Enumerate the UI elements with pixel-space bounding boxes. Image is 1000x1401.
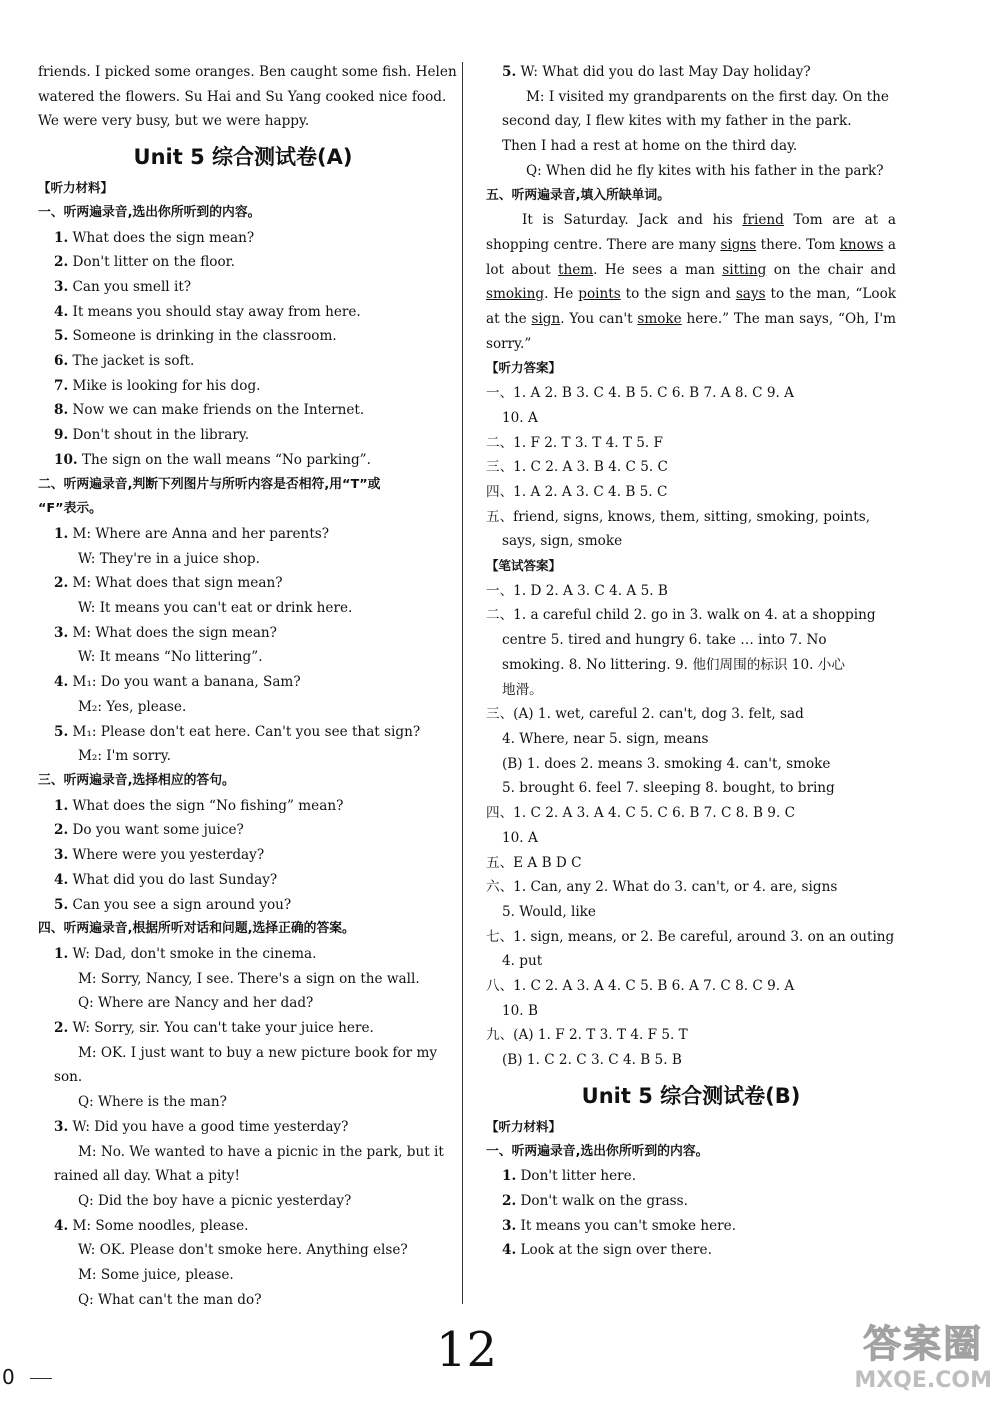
dialogue-line (38, 1016, 448, 1041)
watermark-logo (854, 1313, 992, 1393)
dialogue-text: W: Did you have a good time yesterday? (72, 1118, 349, 1135)
section-1-item (38, 275, 448, 300)
dialogue-line: rained all day. What a pity! (54, 1168, 240, 1185)
answer-word: smoking (486, 286, 545, 303)
section-1-item (38, 349, 448, 374)
passage-text: a lot about (486, 236, 896, 278)
item-text: What did you do last Sunday? (72, 871, 278, 888)
unit-b-section-1-item (486, 1189, 896, 1214)
answer-line: 10. A (502, 409, 538, 426)
answer-word: says (735, 286, 766, 303)
dialogue-line: Q: When did he fly kites with his father in the park? (526, 162, 884, 179)
written-answers-label: 【笔试答案】 (486, 558, 562, 574)
section-2-heading: 二、听两遍录音,判断下列图片与所听内容是否相符,用“T”或 (38, 476, 381, 492)
answer-word: them (558, 261, 594, 278)
right-column (486, 60, 896, 1263)
dialogue-line: Then I had a rest at home on the third day. (502, 138, 798, 155)
item-text: Don't litter here. (520, 1168, 637, 1185)
item-number: 1. (502, 1168, 517, 1185)
answer-word: smoke (637, 311, 682, 328)
section-3-item (38, 893, 448, 918)
answer-line: (B) 1. does 2. means 3. smoking 4. can't, smoke (502, 755, 831, 772)
item-text: What does the sign mean? (72, 229, 255, 246)
item-number: 4. (54, 674, 69, 691)
answer-line: 八、1. C 2. A 3. A 4. C 5. B 6. A 7. C 8. C 9. A (486, 978, 795, 995)
handwritten-page-number: 12 (436, 1322, 498, 1378)
answer-line: 一、1. A 2. B 3. C 4. B 5. C 6. B 7. A 8. C 9. A (486, 385, 794, 402)
item-text: Can you see a sign around you? (72, 896, 292, 913)
unit-b-section-1-heading: 一、听两遍录音,选出你所听到的内容。 (486, 1143, 709, 1159)
dialogue-line (486, 60, 896, 85)
answer-line: 四、1. A 2. A 3. C 4. B 5. C (486, 483, 668, 500)
section-1-item (38, 226, 448, 251)
intro-line: watered the flowers. Su Hai and Su Yang cooked nice food. (38, 88, 447, 105)
answer-line: 5. Would, like (502, 903, 596, 920)
section-1-item (38, 448, 448, 473)
intro-line: We were very busy, but we were happy. (38, 113, 310, 130)
dialogue-line (38, 522, 448, 547)
item-text: Don't walk on the grass. (520, 1192, 688, 1209)
section-1-heading: 一、听两遍录音,选出你所听到的内容。 (38, 204, 261, 220)
item-text: Where were you yesterday? (72, 847, 265, 864)
section-3-heading: 三、听两遍录音,选择相应的答句。 (38, 772, 235, 788)
item-number: 5. (54, 896, 69, 913)
section-4-heading: 四、听两遍录音,根据所听对话和问题,选择正确的答案。 (38, 921, 355, 937)
answer-line: 二、1. F 2. T 3. T 4. T 5. F (486, 434, 663, 451)
dialogue-text: M: What does that sign mean? (72, 575, 283, 592)
answer-line: 10. A (502, 829, 538, 846)
answer-line: 三、1. C 2. A 3. B 4. C 5. C (486, 459, 668, 476)
passage-text: to the sign and (620, 286, 736, 303)
section-2-list (38, 522, 448, 769)
answer-word: sign (531, 311, 561, 328)
passage-text: to the man, “Look at the (486, 286, 896, 328)
footer-dash (30, 1378, 52, 1379)
dialogue-line: W: It means you can't eat or drink here. (78, 600, 353, 617)
intro-line: friends. I picked some oranges. Ben caught some fish. Helen (38, 64, 457, 80)
answer-line: 五、E A B D C (486, 854, 582, 871)
item-text: It means you can't smoke here. (520, 1217, 737, 1234)
dialogue-line: W: OK. Please don't smoke here. Anything else? (78, 1242, 408, 1259)
listening-answers-label: 【听力答案】 (486, 360, 562, 376)
item-text: Can you smell it? (72, 278, 192, 295)
item-number: 3. (54, 278, 69, 295)
dialogue-line (38, 1115, 448, 1140)
dialogue-line: son. (54, 1069, 83, 1086)
section-1-list (38, 226, 448, 473)
left-column (38, 60, 457, 1312)
item-text: The jacket is soft. (72, 353, 195, 370)
item-number: 2. (54, 254, 69, 271)
listening-material-label-b: 【听力材料】 (486, 1118, 562, 1134)
unit-b-section-1-item (486, 1214, 896, 1239)
item-number: 2. (54, 822, 69, 839)
dialogue-text: M: What does the sign mean? (72, 624, 277, 641)
answer-word: signs (720, 236, 757, 253)
section-3-item (38, 794, 448, 819)
answer-word: sitting (722, 261, 767, 278)
page-number-left: 0 (2, 1365, 15, 1389)
answer-word: knows (839, 236, 884, 253)
section-1-item (38, 374, 448, 399)
item-number: 6. (54, 353, 69, 370)
answer-line: 一、1. D 2. A 3. C 4. A 5. B (486, 582, 668, 599)
dialogue-line (38, 942, 448, 967)
dialogue-text: W: Dad, don't smoke in the cinema. (72, 945, 317, 962)
section-2-heading-cont: “F”表示。 (38, 501, 102, 517)
item-text: Now we can make friends on the Internet. (72, 402, 365, 419)
passage-text: It is Saturday. Jack and his (522, 212, 743, 229)
item-text: The sign on the wall means “No parking”. (81, 451, 371, 468)
item-text: Look at the sign over there. (520, 1242, 712, 1259)
answer-line: 10. B (502, 1002, 538, 1019)
answer-line: 5. brought 6. feel 7. sleeping 8. bought, to bring (502, 780, 835, 797)
answer-line: 4. Where, near 5. sign, means (502, 730, 709, 747)
item-number: 7. (54, 377, 69, 394)
answer-line: 六、1. Can, any 2. What do 3. can't, or 4. are, signs (486, 879, 838, 896)
item-number: 3. (502, 1217, 517, 1234)
item-number: 2. (54, 1020, 69, 1037)
dialogue-text: M₁: Do you want a banana, Sam? (72, 674, 301, 691)
item-number: 2. (502, 1192, 517, 1209)
answer-word: friend (742, 212, 784, 229)
dialogue-line: W: They're in a juice shop. (78, 550, 260, 567)
item-number: 5. (502, 64, 517, 80)
answer-line: 九、(A) 1. F 2. T 3. T 4. F 5. T (486, 1027, 688, 1044)
answer-line: says, sign, smoke (502, 533, 623, 550)
dialogue-line (38, 621, 448, 646)
column-divider (462, 62, 463, 1304)
dialogue-line: second day, I flew kites with my father in the park. (502, 113, 852, 130)
section-5-heading: 五、听两遍录音,填入所缺单词。 (486, 187, 671, 203)
dialogue-line (38, 571, 448, 596)
dialogue-line: M: I visited my grandparents on the first day. On the (526, 88, 889, 105)
item-number: 4. (54, 1217, 69, 1234)
section-3-item (38, 843, 448, 868)
dialogue-line: Q: Where are Nancy and her dad? (78, 995, 314, 1012)
item-number: 9. (54, 427, 69, 444)
answer-word: points (578, 286, 621, 303)
item-text: Do you want some juice? (72, 822, 244, 839)
item-number: 4. (54, 303, 69, 320)
item-number: 8. (54, 402, 69, 419)
item-text: It means you should stay away from here. (72, 303, 361, 320)
passage-text: there. Tom (756, 236, 840, 253)
answer-line: centre 5. tired and hungry 6. take … into 7. No (502, 632, 827, 649)
section-4-list (38, 942, 448, 1313)
item-number: 1. (54, 525, 69, 542)
item-text: What does the sign “No fishing” mean? (72, 797, 344, 814)
dialogue-line: M: Some juice, please. (78, 1267, 234, 1284)
item-number: 5. (54, 723, 69, 740)
dialogue-line: Q: Where is the man? (78, 1094, 227, 1111)
dialogue-line (38, 720, 448, 745)
unit-b-section-1-item (486, 1238, 896, 1263)
dialogue-line (38, 670, 448, 695)
item-text: Mike is looking for his dog. (72, 377, 261, 394)
section-1-item (38, 398, 448, 423)
section-1-item (38, 324, 448, 349)
passage-text: on the chair and (766, 261, 896, 278)
fill-in-passage (486, 208, 896, 356)
passage-text: here.” The man says, “Oh, I'm sorry.” (486, 311, 896, 352)
section-4-item-5 (486, 60, 896, 184)
answer-line: 五、friend, signs, knows, them, sitting, smoking, points, (486, 508, 871, 525)
answer-line: 三、(A) 1. wet, careful 2. can't, dog 3. felt, sad (486, 706, 804, 723)
item-number: 10. (54, 451, 78, 468)
item-number: 3. (54, 1118, 69, 1135)
listening-material-label: 【听力材料】 (38, 180, 114, 196)
dialogue-line: M₂: Yes, please. (78, 698, 187, 715)
section-1-item (38, 300, 448, 325)
passage-text: . You can't (560, 311, 638, 328)
dialogue-text: M: Where are Anna and her parents? (72, 525, 330, 542)
answer-line: 4. put (502, 953, 543, 970)
dialogue-line: M₂: I'm sorry. (78, 748, 171, 765)
unit-b-section-1-list (486, 1164, 896, 1263)
dialogue-line: Q: What can't the man do? (78, 1291, 262, 1308)
answer-line: 七、1. sign, means, or 2. Be careful, around 3. on an outing (486, 928, 895, 945)
section-1-item (38, 423, 448, 448)
listening-answers (486, 381, 896, 554)
dialogue-line: M: No. We wanted to have a picnic in the park, but it (78, 1143, 444, 1160)
dialogue-text: W: Sorry, sir. You can't take your juice here. (72, 1020, 374, 1037)
item-number: 1. (54, 229, 69, 246)
section-3-list (38, 794, 448, 918)
item-number: 1. (54, 945, 69, 962)
dialogue-line: W: It means “No littering”. (78, 649, 263, 666)
dialogue-line: M: Sorry, Nancy, I see. There's a sign on the wall. (78, 970, 420, 987)
item-text: Someone is drinking in the classroom. (72, 328, 337, 345)
dialogue-line: M: OK. I just want to buy a new picture book for my (78, 1044, 438, 1061)
item-number: 3. (54, 624, 69, 641)
answer-line: 二、1. a careful child 2. go in 3. walk on 4. at a shopping (486, 607, 876, 624)
item-number: 1. (54, 797, 69, 814)
item-text: Don't litter on the floor. (72, 254, 235, 271)
dialogue-text: M: Some noodles, please. (72, 1217, 249, 1234)
watermark-bottom: MXQE.COM (854, 1368, 992, 1393)
item-number: 3. (54, 847, 69, 864)
section-3-item (38, 868, 448, 893)
answer-line: (B) 1. C 2. C 3. C 4. B 5. B (502, 1052, 682, 1069)
item-number: 4. (54, 871, 69, 888)
answer-line: smoking. 8. No littering. 9. 他们周围的标识 10. 小心 (502, 656, 845, 673)
passage-text: . He sees a man (593, 261, 723, 278)
answer-line: 地滑。 (502, 681, 543, 698)
passage-text: . He (544, 286, 579, 303)
item-text: Don't shout in the library. (72, 427, 250, 444)
unit-b-section-1-item (486, 1164, 896, 1189)
unit-a-title: Unit 5 综合测试卷(A) (133, 145, 353, 170)
dialogue-text: W: What did you do last May Day holiday? (520, 64, 811, 80)
item-number: 2. (54, 575, 69, 592)
passage-text: Tom are at a shopping centre. There are many (486, 212, 896, 253)
dialogue-text: M₁: Please don't eat here. Can't you see that sign? (72, 723, 421, 740)
answer-line: 四、1. C 2. A 3. A 4. C 5. C 6. B 7. C 8. B 9. C (486, 805, 795, 822)
dialogue-line (38, 1214, 448, 1239)
written-answers (486, 579, 896, 1073)
watermark-top: 答案圈 (863, 1322, 984, 1366)
dialogue-line: Q: Did the boy have a picnic yesterday? (78, 1192, 352, 1209)
unit-b-title: Unit 5 综合测试卷(B) (581, 1083, 801, 1108)
item-number: 5. (54, 328, 69, 345)
section-3-item (38, 818, 448, 843)
section-1-item (38, 250, 448, 275)
item-number: 4. (502, 1242, 517, 1259)
